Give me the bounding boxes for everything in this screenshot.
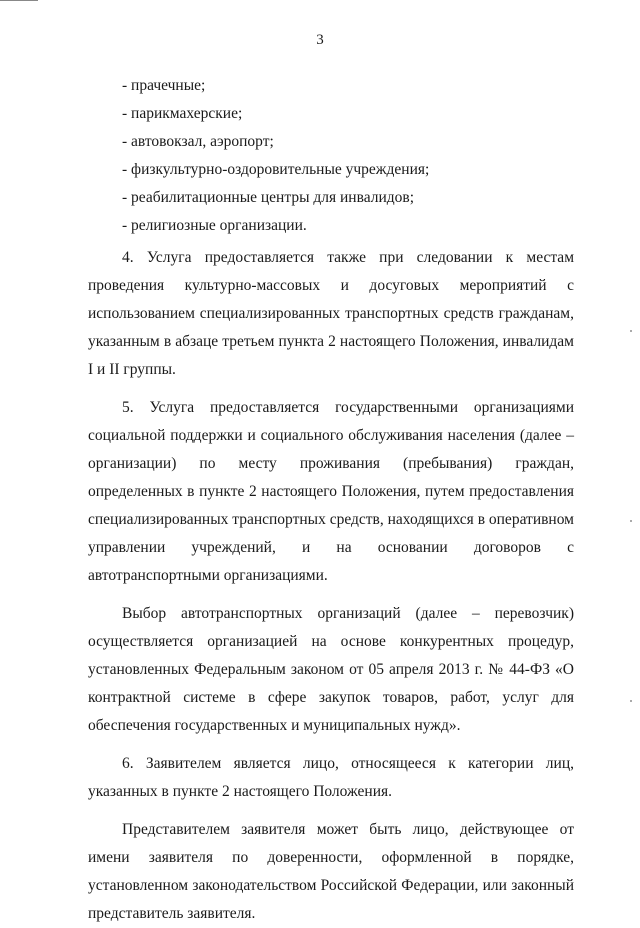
list-item-laundries: - прачечные;: [122, 77, 206, 94]
paragraph-6: 6. Заявителем является лицо, относящееся к категории лиц, указанных в пункте 2 настоящего Положения.: [88, 755, 574, 800]
list-item-religious: - религиозные организации.: [122, 217, 307, 234]
list-item-hairdressers: - парикмахерские;: [122, 105, 243, 122]
list-item-sports: - физкультурно-оздоровительные учреждения;: [122, 161, 430, 178]
paragraph-carrier-selection: Выбор автотранспортных организаций (далее – перевозчик) осуществляется организацией на основе конкурентных процедур, установленных Федеральным законом от 05 апреля 2013 г. № 44-ФЗ «О контрактной системе в сфере закупок товаров, работ, услуг для обеспечения государственных и муниципальных нужд».: [88, 605, 574, 734]
list-item-stations: - автовокзал, аэропорт;: [122, 133, 274, 150]
scan-speck: [630, 520, 632, 522]
scan-speck: [630, 700, 632, 702]
page-number: 3: [316, 32, 324, 48]
scan-speck: [630, 330, 632, 332]
paragraph-representative: Представителем заявителя может быть лицо, действующее от имени заявителя по доверенности, оформленной в порядке, установленном законодательством Российской Федерации, или законный представитель заявителя.: [88, 821, 574, 922]
paragraph-5: 5. Услуга предоставляется государственными организациями социальной поддержки и социального обслуживания населения (далее – организации) по месту проживания (пребывания) граждан, определенных в пункте 2 настоящего Положения, путем предоставления специализированных транспортных средств, находящихся в оперативном управлении учреждений, и на основании договоров с автотранспортными организациями.: [88, 399, 574, 584]
scan-edge-line: [0, 0, 38, 4]
list-item-rehab: - реабилитационные центры для инвалидов;: [122, 189, 414, 206]
document-body: [88, 72, 574, 928]
paragraph-4: 4. Услуга предоставляется также при следовании к местам проведения культурно-массовых и досуговых мероприятий с использованием специализированных транспортных средств гражданам, указанным в абзаце третьем пункта 2 настоящего Положения, инвалидам I и II группы.: [88, 249, 574, 378]
